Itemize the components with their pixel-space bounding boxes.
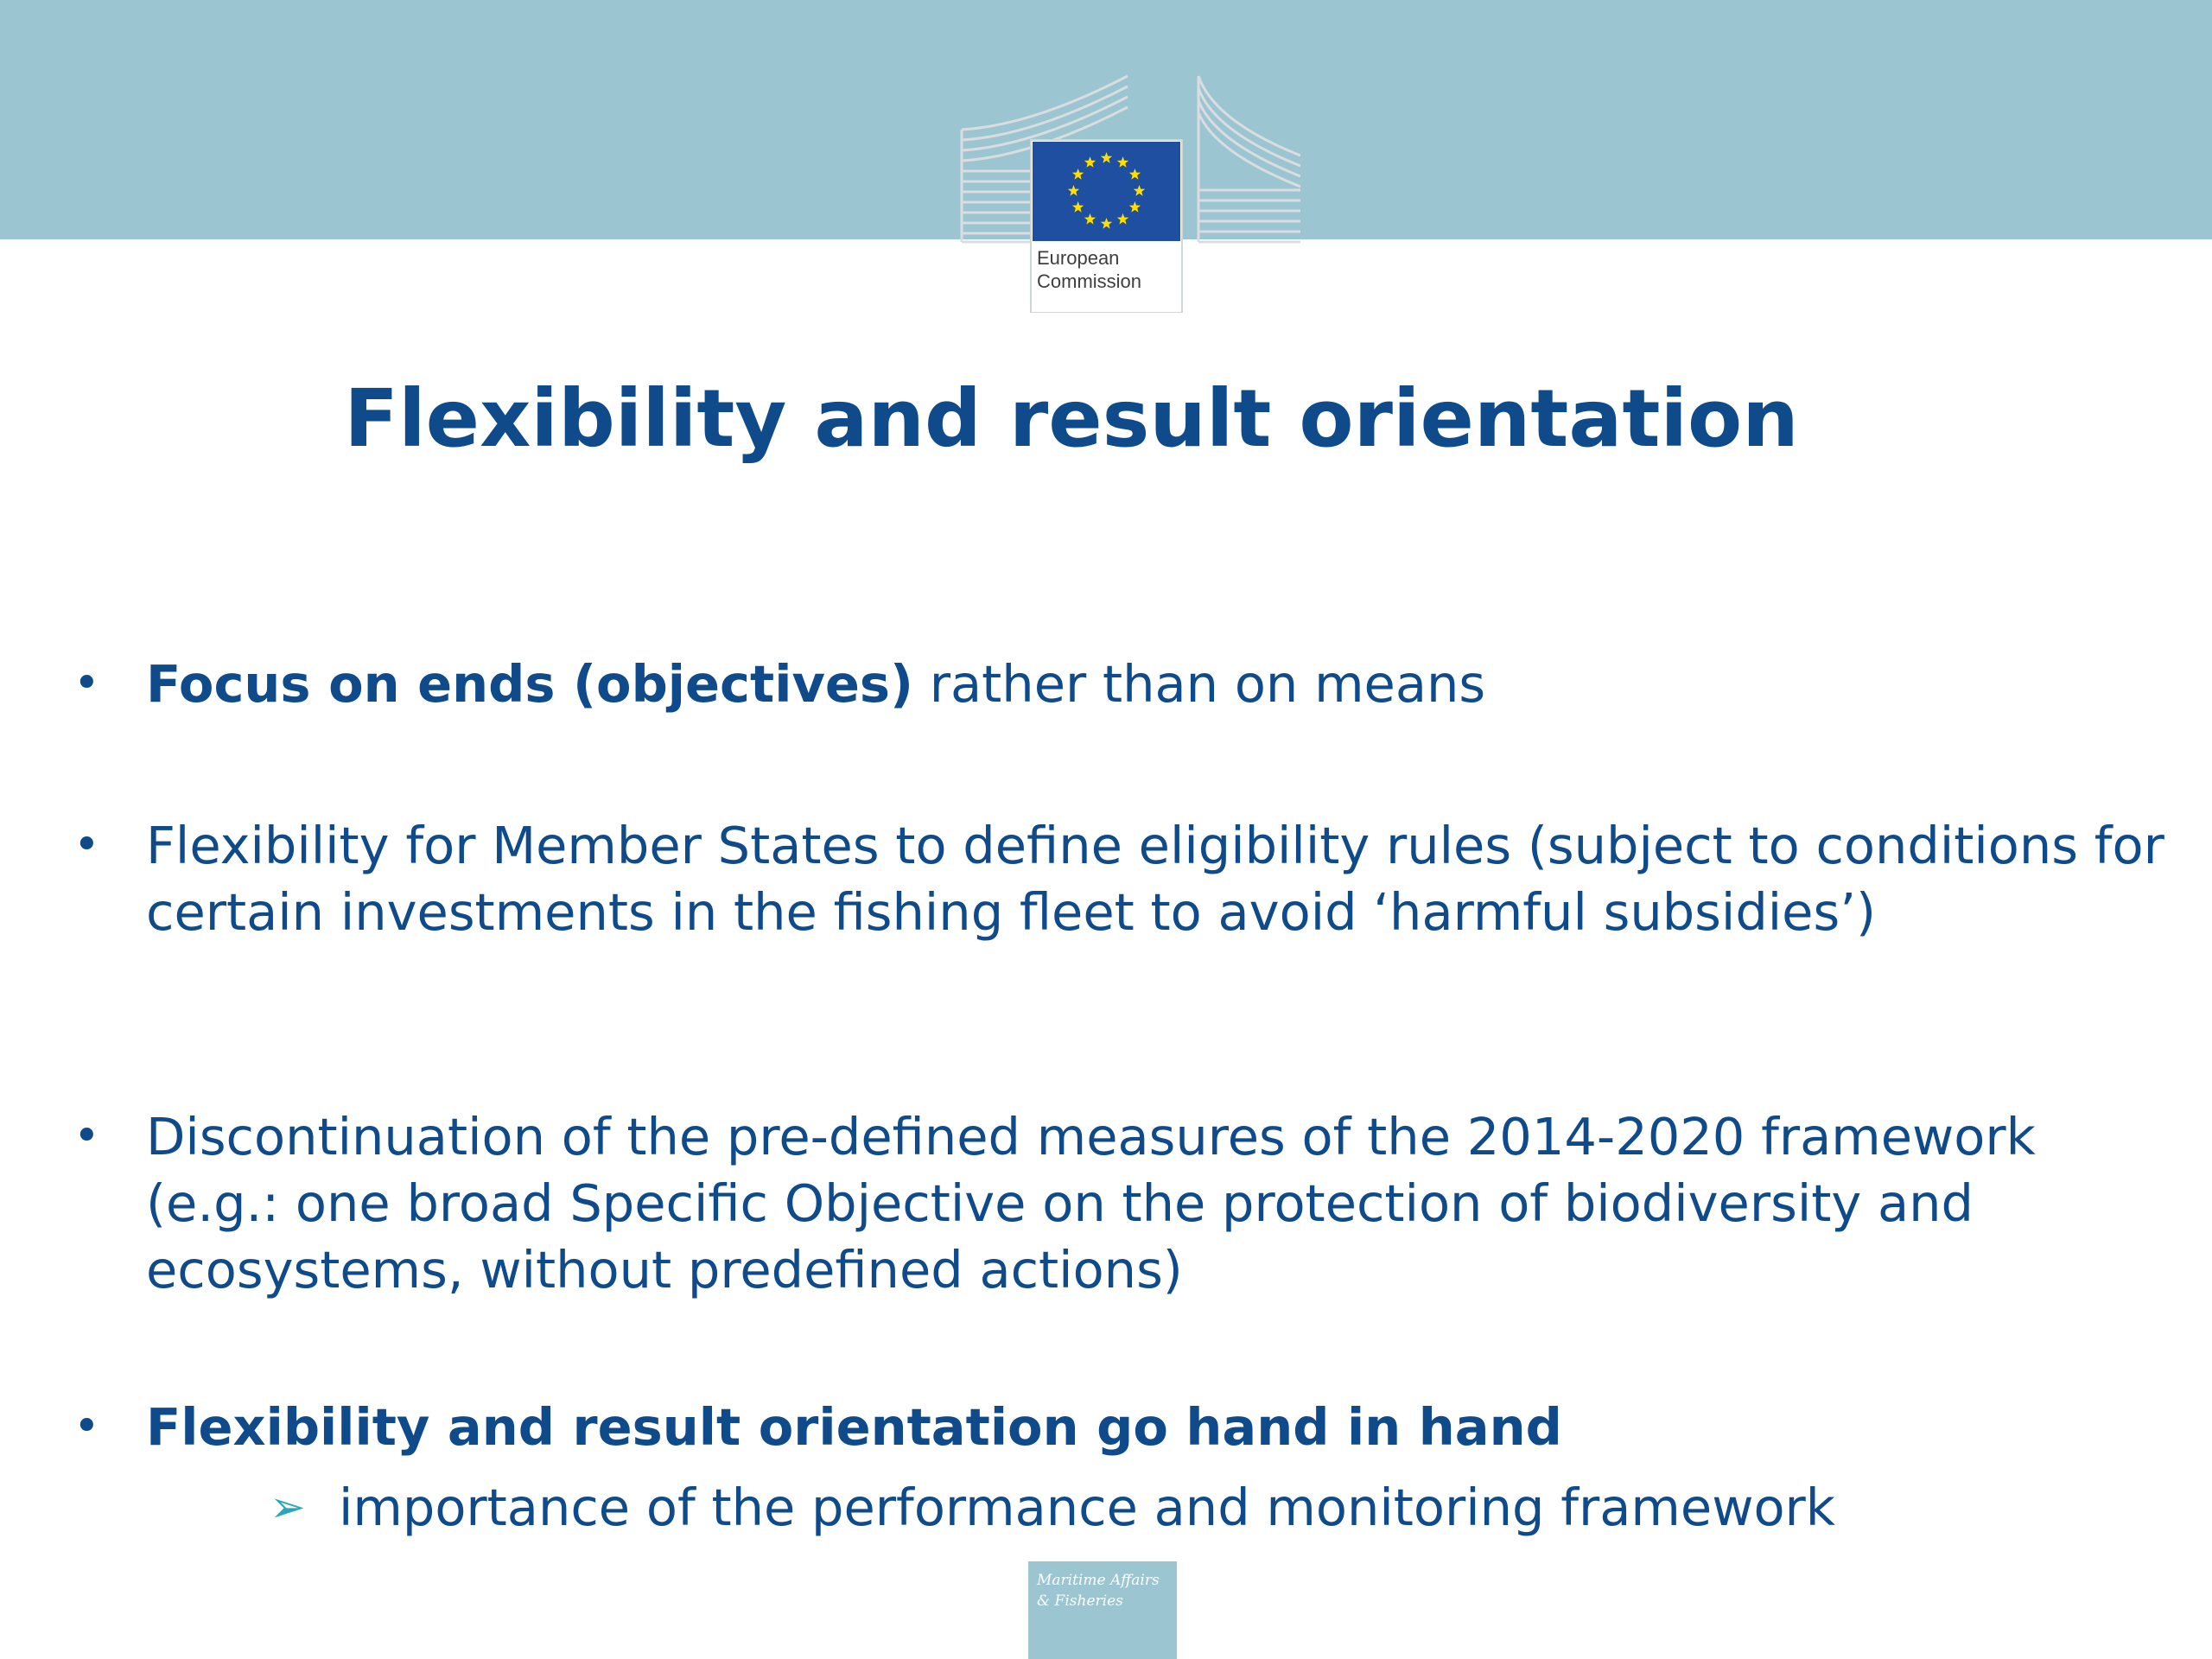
slide-title: Flexibility and result orientation [344,372,1799,465]
bullet-text [146,651,2168,717]
bullet-dot-icon: • [73,819,100,871]
bullet-dot-icon: • [73,658,100,709]
logo-line-2: Commission [1037,270,1142,292]
arrow-bullet-icon: ➢ [270,1482,306,1532]
bullet-bold-text: Focus on ends (objectives) [146,654,913,714]
bullet-dot-icon: • [73,1401,100,1452]
bullet-plain-text: rather than on means [913,654,1486,714]
sub-bullet-text: importance of the performance and monitoring framework [339,1478,1835,1537]
footer-dg-label [1028,1561,1177,1659]
bullet-text: Discontinuation of the pre-defined measures of the 2014-2020 framework (e.g.: one broad Specific Objective on the protection of biodiversity and ecosystems, without predefined actions) [146,1107,2036,1300]
footer-line-2: & Fisheries [1037,1592,1123,1610]
bullet-dot-icon: • [73,1110,100,1162]
footer-line-1: Maritime Affairs [1037,1572,1160,1589]
logo-line-1: European [1037,247,1120,269]
bullet-text: Flexibility for Member States to define eligibility rules (subject to conditions for certain investments in the fishing fleet to avoid ‘harmful subsidies’) [146,816,2164,942]
logo-wordmark [1037,246,1175,293]
bullet-bold-text: Flexibility and result orientation go hand in hand [146,1397,1562,1457]
